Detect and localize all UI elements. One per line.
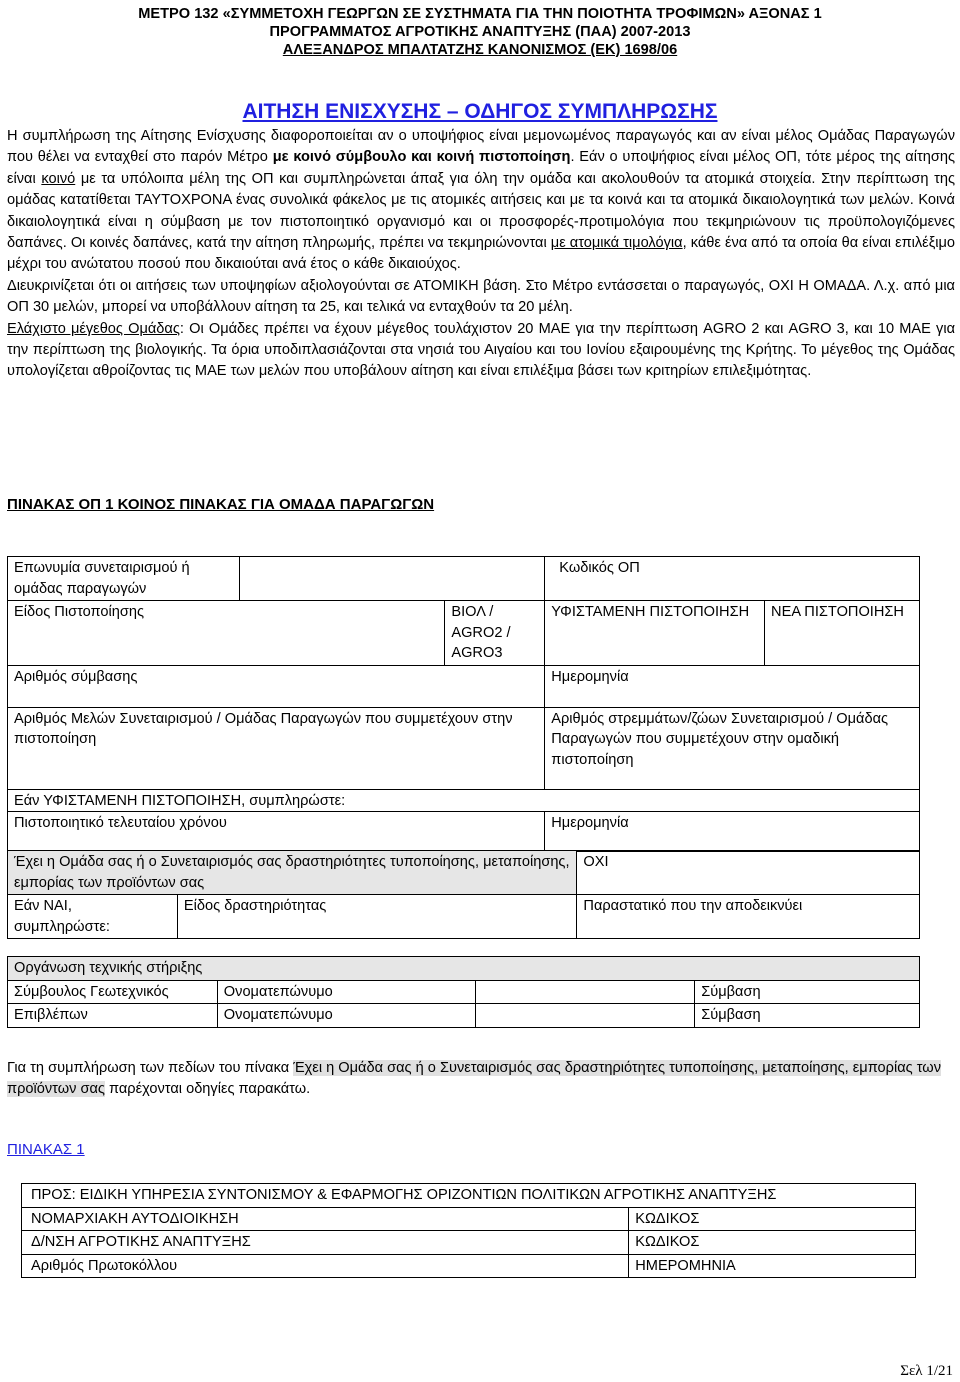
p1e: με τα υπόλοιπα μέλη της ΟΠ και συμπληρώνεται άπαξ για όλη την ομάδα και ακολουθούν τα ατομικά στοιχεία. Στην περίπτωση της ομάδας κατατίθεται ΤΑΥΤΟΧΡΟΝΑ ένας συνολικά φάκελος με τις ατομικές αιτήσεις και με τα κοινά και τα ατομικά δικαιολογητικά των μελών. Κοινά δικαιολογητικά είναι η σύμβαση με τον πιστοποιητικό οργανισμό και οι προσφορές-προτιμολόγια που τεκμηριώνουν τις προϋπολογιζόμενες δαπάνες. Οι κοινές δαπάνες, κατά την αίτηση πληρωμής, πρέπει να τεκμηριώνονται bbox=[7, 170, 955, 252]
footer-b: Έχει η Ομάδα σας ή ο Συνεταιρισμός σας δραστηριότητες τυποποίησης, μεταποίησης, εμπορίας των προϊόντων σας bbox=[7, 1060, 941, 1098]
cert-existing-label: ΥΦΙΣΤΑΜΕΝΗ ΠΙΣΤΟΠΟΙΗΣΗ bbox=[545, 601, 765, 666]
advisor-name-label: Ονοματεπώνυμο bbox=[217, 980, 475, 1004]
cert-type-options: ΒΙΟΛ / AGRO2 / AGRO3 bbox=[445, 601, 545, 666]
section-title-op1: ΠΙΝΑΚΑΣ ΟΠ 1 ΚΟΙΝΟΣ ΠΙΝΑΚΑΣ ΓΙΑ ΟΜΑΔΑ ΠΑΡΑΓΩΓΩΝ bbox=[7, 496, 435, 513]
p1a: Η συμπλήρωση της Αίτησης Ενίσχυσης διαφοροποιείται αν ο υποψήφιος είναι μεμονωμένος παραγωγός και αν είναι μέλος Ομάδας Παραγωγών που θέλει να ενταχθεί στο παρόν Μέτρο bbox=[7, 128, 955, 166]
directorate-label: Δ/ΝΣΗ ΑΓΡΟΤΙΚΗΣ ΑΝΑΠΤΥΞΗΣ bbox=[22, 1231, 629, 1255]
advisor-empty[interactable] bbox=[475, 980, 695, 1004]
activities-no: ΟΧΙ bbox=[577, 851, 920, 895]
header-line-3: ΑΛΕΞΑΝΔΡΟΣ ΜΠΑΛΤΑΤΖΗΣ ΚΑΝΟΝΙΣΜΟΣ (ΕΚ) 1698/06 bbox=[282, 42, 678, 58]
protocol-date-label: ΗΜΕΡΟΜΗΝΙΑ bbox=[629, 1254, 916, 1278]
prefecture-code-label: ΚΩΔΙΚΟΣ bbox=[629, 1207, 916, 1231]
group-info-table bbox=[7, 556, 920, 852]
protocol-number-label: Αριθμός Πρωτοκόλλου bbox=[22, 1254, 629, 1278]
p3b: : Οι Ομάδες πρέπει να έχουν μέγεθος τουλάχιστον 20 ΜΑΕ για την περίπτωση AGRO 2 και AGRO 3, και 10 ΜΑΕ για την περίπτωση της βιολογικής. Τα όρια υποδιπλασιάζονται στα νησιά του Αιγαίου και του Ιονίου εξαιρουμένης της Κρήτης. Το μέγεθος της Ομάδας υπολογίζεται αθροίζοντας τις ΜΑΕ των μελών που υποβάλουν αίτηση και είναι επιλέξιμα βάσει των κριτηρίων επιλεξιμότητας. bbox=[7, 320, 956, 380]
if-existing-label: Εάν ΥΦΙΣΤΑΜΕΝΗ ΠΙΣΤΟΠΟΙΗΣΗ, συμπληρώστε: bbox=[8, 789, 920, 812]
p1g: , κάθε ένα από τα οποία θα είναι επιλέξιμο μέχρι του ανώτατου ποσού που δικαιούται ανά έτος ο κάθε δικαιούχος. bbox=[7, 235, 955, 273]
p1b: με κοινό σύμβουλο και κοινή πιστοποίηση bbox=[272, 149, 571, 166]
contract-number-label: Αριθμός σύμβασης bbox=[8, 665, 545, 707]
supervisor-empty[interactable] bbox=[475, 1004, 695, 1028]
activities-table bbox=[7, 850, 920, 939]
advisor-contract-label: Σύμβαση bbox=[695, 980, 920, 1004]
activity-proof-label: Παραστατικό που την αποδεικνύει bbox=[577, 895, 920, 939]
stremmata-count-label: Αριθμός στρεμμάτων/ζώων Συνεταιρισμού / Ομάδας Παραγωγών που συμμετέχουν στην ομαδική πιστοποίηση bbox=[545, 707, 920, 789]
directorate-code-label: ΚΩΔΙΚΟΣ bbox=[629, 1231, 916, 1255]
activity-type-label: Είδος δραστηριότητας bbox=[177, 895, 577, 939]
advisor-label: Σύμβουλος Γεωτεχνικός bbox=[8, 980, 218, 1004]
footer-instructions bbox=[7, 1058, 955, 1101]
contract-date-label: Ημερομηνία bbox=[545, 665, 920, 707]
header-line-1: ΜΕΤΡΟ 132 «ΣΥΜΜΕΤΟΧΗ ΓΕΩΡΓΩΝ ΣΕ ΣΥΣΤΗΜΑΤΑ ΓΙΑ ΤΗΝ ΠΟΙΟΤΗΤΑ ΤΡΟΦΙΜΩΝ» ΑΞΟΝΑΣ 1 bbox=[138, 6, 822, 22]
document-header bbox=[0, 5, 960, 59]
recipient-table bbox=[21, 1183, 916, 1278]
last-year-cert-label: Πιστοποιητικό τελευταίου χρόνου bbox=[8, 812, 545, 852]
section-title-table1[interactable]: ΠΙΝΑΚΑΣ 1 bbox=[7, 1141, 85, 1158]
group-code-label: Κωδικός ΟΠ bbox=[545, 557, 920, 601]
p1c: . Εάν ο υποψήφιος είναι μέλος ΟΠ, τότε μέρος της αίτησης είναι bbox=[7, 149, 956, 187]
p1d: κοινό bbox=[41, 170, 76, 187]
footer-c: παρέχονται οδηγίες παρακάτω. bbox=[104, 1081, 311, 1098]
supervisor-label: Επιβλέπων bbox=[8, 1004, 218, 1028]
p2: Διευκρινίζεται ότι οι αιτήσεις των υποψηφίων αξιολογούνται σε ΑΤΟΜΙΚΗ βάση. Στο Μέτρο εντάσσεται ο παραγωγός, ΟΧΙ Η ΟΜΑΔΑ. Λ.χ. από μια ΟΠ 30 μελών, μπορεί να υποβάλλουν αίτηση τα 25, και τελικά να ενταχθούν τα 20 μέλη. bbox=[7, 277, 955, 316]
p3a: Ελάχιστο μέγεθος Ομάδας bbox=[7, 320, 180, 337]
technical-support-table bbox=[7, 956, 920, 1028]
recipient-label: ΠΡΟΣ: ΕΙΔΙΚΗ ΥΠΗΡΕΣΙΑ ΣΥΝΤΟΝΙΣΜΟΥ & ΕΦΑΡΜΟΓΗΣ ΟΡΙΖΟΝΤΙΩΝ ΠΟΛΙΤΙΚΩΝ ΑΓΡΟΤΙΚΗΣ ΑΝΑΠΤΥΞΗΣ bbox=[22, 1184, 916, 1208]
group-name-field[interactable] bbox=[239, 557, 545, 601]
group-name-label: Επωνυμία συνεταιρισμού ή ομάδας παραγωγών bbox=[8, 557, 240, 601]
last-year-date-label: Ημερομηνία bbox=[545, 812, 920, 852]
cert-type-label: Είδος Πιστοποίησης bbox=[8, 601, 445, 666]
members-count-label: Αριθμός Μελών Συνεταιρισμού / Ομάδας Παραγωγών που συμμετέχουν στην πιστοποίηση bbox=[8, 707, 545, 789]
supervisor-name-label: Ονοματεπώνυμο bbox=[217, 1004, 475, 1028]
prefecture-label: ΝΟΜΑΡΧΙΑΚΗ ΑΥΤΟΔΙΟΙΚΗΣΗ bbox=[22, 1207, 629, 1231]
page-title: ΑΙΤΗΣΗ ΕΝΙΣΧΥΣΗΣ – ΟΔΗΓΟΣ ΣΥΜΠΛΗΡΩΣΗΣ bbox=[242, 100, 718, 123]
activities-question: Έχει η Ομάδα σας ή ο Συνεταιρισμός σας δραστηριότητες τυποποίησης, μεταποίησης, εμπορίας των προϊόντων σας bbox=[8, 851, 577, 895]
p1f: με ατομικά τιμολόγια bbox=[550, 235, 683, 252]
instructions-text bbox=[7, 126, 955, 383]
cert-new-label: ΝΕΑ ΠΙΣΤΟΠΟΙΗΣΗ bbox=[765, 601, 920, 666]
footer-a: Για τη συμπλήρωση των πεδίων του πίνακα bbox=[7, 1060, 294, 1076]
tech-support-header: Οργάνωση τεχνικής στήριξης bbox=[8, 957, 920, 981]
supervisor-contract-label: Σύμβαση bbox=[695, 1004, 920, 1028]
header-line-2: ΠΡΟΓΡΑΜΜΑΤΟΣ ΑΓΡΟΤΙΚΗΣ ΑΝΑΠΤΥΞΗΣ (ΠΑΑ) 2007-2013 bbox=[269, 24, 691, 40]
page-number: Σελ 1/21 bbox=[900, 1363, 953, 1379]
if-yes-label: Εάν ΝΑΙ, συμπληρώστε: bbox=[8, 895, 178, 939]
